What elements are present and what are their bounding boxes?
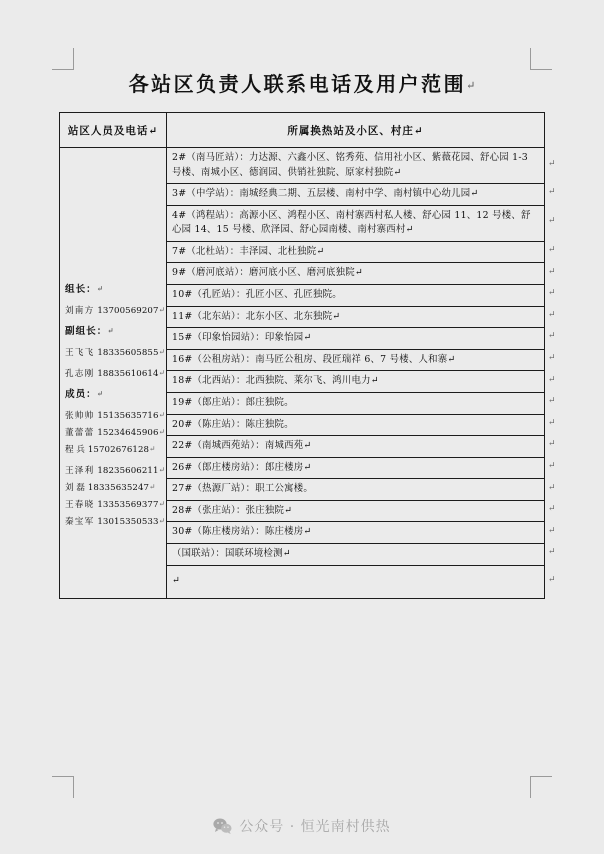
row-paragraph-mark: ↵ <box>548 504 556 515</box>
personnel-row-member-3: 王泽利 18235606211↵ <box>65 464 166 476</box>
table-row <box>60 148 545 184</box>
personnel-row-member-5: 王春晓 13353569377↵ <box>65 498 166 510</box>
row-paragraph-mark: ↵ <box>548 482 556 493</box>
station-cell: 16#（公租房站）：南马匠公租房、段匠瑞祥 6、7 号楼、人和寨↵ <box>167 349 545 371</box>
spacer <box>65 476 161 483</box>
table-header-row <box>60 113 545 148</box>
row-paragraph-mark: ↵ <box>548 574 556 585</box>
row-paragraph-mark: ↵ <box>548 525 556 536</box>
personnel-row-member-2: 程 兵 15702676128↵ <box>65 443 156 455</box>
personnel-row-member-4: 刘 磊 18335635247↵ <box>65 481 156 493</box>
row-paragraph-mark: ↵ <box>548 288 556 299</box>
page-title <box>0 68 604 97</box>
spacer <box>65 295 161 306</box>
row-paragraph-mark: ↵ <box>548 245 556 256</box>
personnel-row-member-6: 秦宝军 13015350533↵ <box>65 515 166 527</box>
row-paragraph-mark: ↵ <box>548 396 556 407</box>
row-paragraph-mark: ↵ <box>548 460 556 471</box>
page-title-text: 各站区负责人联系电话及用户范围 <box>128 72 467 96</box>
role-label-deputy: 副组长：↵ <box>65 325 115 337</box>
spacer <box>65 245 161 256</box>
row-paragraph-mark: ↵ <box>548 417 556 428</box>
personnel-row-member-0: 张帅帅 15135635716↵ <box>65 409 166 421</box>
row-paragraph-mark: ↵ <box>548 331 556 342</box>
spacer <box>65 223 161 234</box>
footer-watermark-text: 公众号 · 恒光南村供热 <box>239 819 391 835</box>
row-paragraph-mark: ↵ <box>548 216 556 227</box>
spacer <box>65 527 161 534</box>
station-cell: 9#（磨河底站）：磨河底小区、磨河底独院↵ <box>167 263 545 285</box>
spacer <box>65 256 161 267</box>
station-cell: 18#（北西站）：北西独院、莱尔飞、鸿川电力↵ <box>167 371 545 393</box>
spacer <box>65 212 161 223</box>
spacer <box>65 421 161 428</box>
personnel-cell <box>60 148 167 599</box>
spacer <box>65 438 161 445</box>
spacer <box>65 358 161 369</box>
spacer <box>65 400 161 411</box>
spacer <box>65 510 161 517</box>
station-cell: 3#（中学站）：南城经典二期、五层楼、南村中学、南村镇中心幼儿园↵ <box>167 184 545 206</box>
station-cell: 4#（鸿程站）：高源小区、鸿程小区、南村寨西村私人楼、舒心园 11、12 号楼、舒心园 14、15 号楼、欣泽园、舒心园南楼、南村寨西村↵ <box>167 205 545 241</box>
station-cell: 2#（南马匠站）：力达源、六鑫小区、铭秀苑、信用社小区、紫薇花园、舒心园 1-3 号楼、南城小区、德润园、供销社独院、原家村独院↵ <box>167 148 545 184</box>
crop-mark-top-left <box>52 48 74 70</box>
station-cell: 27#（热源厂站）：职工公寓楼。 <box>167 479 545 501</box>
column-header-personnel: 站区人员及电话↵ <box>60 113 167 148</box>
spacer <box>65 455 161 466</box>
spacer <box>65 234 161 245</box>
row-paragraph-mark: ↵ <box>548 266 556 277</box>
wechat-icon <box>213 818 232 834</box>
personnel-row-deputy-1: 孔志刚 18835610614↵ <box>65 367 166 379</box>
station-cell: 7#（北杜站）：丰泽园、北杜独院↵ <box>167 241 545 263</box>
station-cell: （国联站）：国联环境检测↵ <box>167 543 545 565</box>
spacer <box>65 493 161 500</box>
crop-mark-top-right <box>530 48 552 70</box>
role-label-member: 成员：↵ <box>65 388 105 400</box>
station-cell: 20#（陈庄站）：陈庄独院。 <box>167 414 545 436</box>
personnel-row-member-1: 董蕾蕾 15234645906↵ <box>65 426 166 438</box>
table-body <box>60 148 545 599</box>
station-cell: 15#（印象怡园站）：印象怡园↵ <box>167 328 545 350</box>
row-paragraph-mark: ↵ <box>548 309 556 320</box>
station-cell: 10#（孔匠站）：孔匠小区、孔匠独院。 <box>167 285 545 307</box>
station-cell: 26#（郎庄楼房站）：郎庄楼房↵ <box>167 457 545 479</box>
row-paragraph-mark: ↵ <box>548 187 556 198</box>
station-contact-table <box>59 112 545 599</box>
station-cell: 28#（张庄站）：张庄独院↵ <box>167 500 545 522</box>
spacer <box>65 337 161 348</box>
footer-watermark <box>0 816 604 836</box>
paragraph-mark: ↵ <box>466 79 476 92</box>
station-cell: 22#（南城西苑站）：南城西苑↵ <box>167 436 545 458</box>
crop-mark-bottom-right <box>530 776 552 798</box>
personnel-row-leader: 刘南方 13700569207↵ <box>65 304 166 316</box>
personnel-row-deputy-0: 王飞飞 18335605855↵ <box>65 346 166 358</box>
row-paragraph-mark: ↵ <box>548 374 556 385</box>
row-paragraph-mark: ↵ <box>548 158 556 169</box>
station-cell: 11#（北东站）：北东小区、北东独院↵ <box>167 306 545 328</box>
row-paragraph-mark: ↵ <box>548 547 556 558</box>
station-cell: 19#（郎庄站）：郎庄独院。 <box>167 392 545 414</box>
column-header-stations: 所属换热站及小区、村庄↵ <box>167 113 545 148</box>
station-cell: 30#（陈庄楼房站）：陈庄楼房↵ <box>167 522 545 544</box>
spacer <box>65 267 161 278</box>
role-label-leader: 组长：↵ <box>65 283 105 295</box>
crop-mark-bottom-left <box>52 776 74 798</box>
row-paragraph-mark: ↵ <box>548 353 556 364</box>
station-cell: ↵ <box>167 565 545 598</box>
row-paragraph-mark: ↵ <box>548 439 556 450</box>
